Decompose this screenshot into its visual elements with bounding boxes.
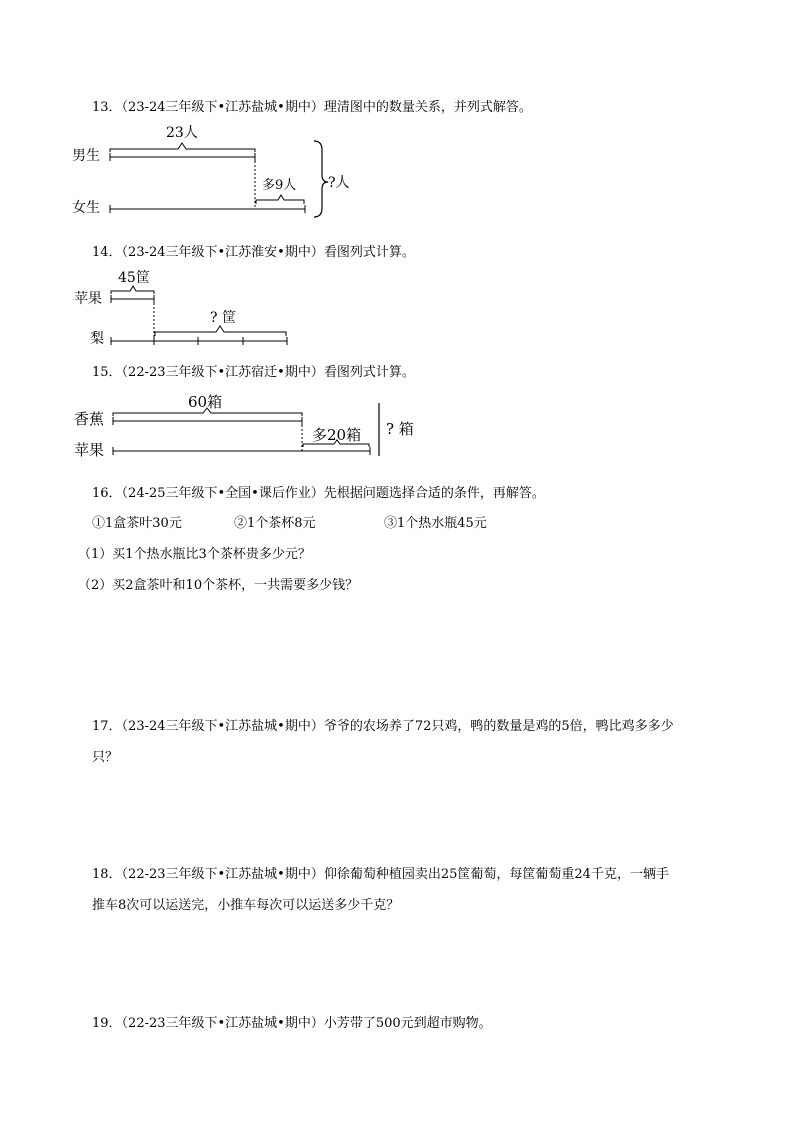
question-19-text: 19．（22-23三年级下•江苏盐城•期中）小芳带了500元到超市购物。 bbox=[92, 1016, 492, 1031]
q14-apple-count: 45筐 bbox=[118, 270, 150, 286]
q16-subquestion-2: （2）买2盒茶叶和10个茶杯，一共需要多少钱？ bbox=[78, 578, 359, 593]
q16-subquestion-1: （1）买1个热水瓶比3个茶杯贵多少元？ bbox=[78, 547, 311, 562]
q13-more-label: 多9人 bbox=[262, 178, 297, 193]
question-15-text: 15．（22-23三年级下•江苏宿迁•期中）看图列式计算。 bbox=[92, 365, 415, 380]
question-18-line-1: 18．（22-23三年级下•江苏盐城•期中）仰徐葡萄种植园卖出25筐葡萄，每筐葡萄重24千克，一辆手 bbox=[92, 867, 669, 882]
question-14-text: 14．（23-24三年级下•江苏淮安•期中）看图列式计算。 bbox=[92, 245, 415, 260]
q15-apple-bar bbox=[113, 447, 370, 455]
q16-condition-1: ①1盒茶叶30元 bbox=[92, 516, 182, 531]
q13-boys-label: 男生 bbox=[72, 148, 100, 164]
question-17-line-1: 17．（23-24三年级下•江苏盐城•期中）爷爷的农场养了72只鸡，鸭的数量是鸡的5倍，鸭比鸡多多少 bbox=[92, 719, 674, 734]
question-17-line-2: 只？ bbox=[92, 750, 119, 765]
q13-girls-label: 女生 bbox=[72, 200, 100, 216]
q14-pear-label: 梨 bbox=[90, 331, 104, 347]
q15-more-label: 多20箱 bbox=[312, 426, 362, 444]
question-16-text: 16．（24-25三年级下•全国•课后作业）先根据问题选择合适的条件，再解答。 bbox=[92, 486, 545, 501]
q15-banana-label: 香蕉 bbox=[74, 410, 105, 428]
q15-banana-bar bbox=[113, 417, 302, 425]
q16-condition-3: ③1个热水瓶45元 bbox=[384, 516, 487, 531]
q15-apple-label: 苹果 bbox=[74, 441, 105, 459]
q16-condition-2: ②1个茶杯8元 bbox=[234, 516, 316, 531]
q14-unknown-label: ? 筐 bbox=[210, 310, 236, 326]
question-18-line-2: 推车8次可以运送完，小推车每次可以运送多少千克？ bbox=[92, 898, 400, 913]
question-13-text: 13．（23-24三年级下•江苏盐城•期中）理清图中的数量关系，并列式解答。 bbox=[92, 100, 532, 115]
q13-total-label: ?人 bbox=[328, 175, 350, 191]
q14-apple-label: 苹果 bbox=[74, 291, 102, 307]
q13-boys-count: 23人 bbox=[166, 125, 198, 141]
q15-banana-count: 60箱 bbox=[188, 393, 223, 411]
q15-banana-brace bbox=[113, 408, 302, 416]
q15-total-label: ? 箱 bbox=[386, 420, 414, 438]
